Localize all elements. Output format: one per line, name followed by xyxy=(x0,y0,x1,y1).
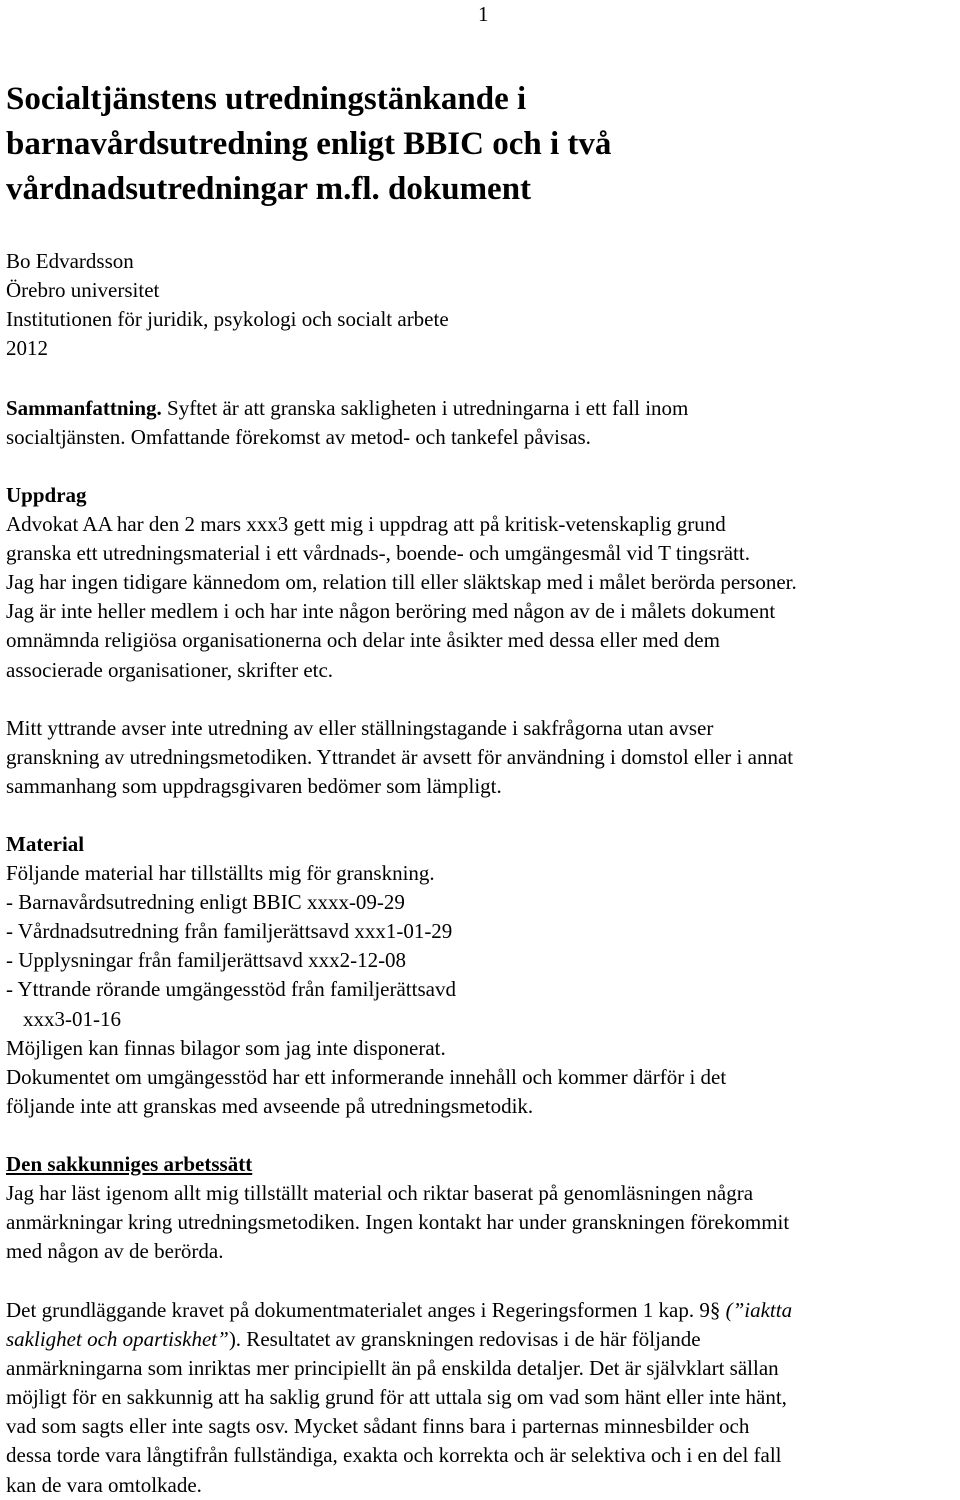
paragraph-line: omnämnda religiösa organisationerna och delar inte åsikter med dessa eller med dem xyxy=(6,628,720,653)
author-department: Institutionen för juridik, psykologi och socialt arbete xyxy=(6,307,449,332)
paragraph-line: Jag har läst igenom allt mig tillställt material och riktar baserat på genomläsningen några xyxy=(6,1181,754,1206)
arbetssatt-section xyxy=(6,1150,958,1266)
author-block xyxy=(6,247,958,363)
document-title xyxy=(6,77,611,212)
material-heading: Material xyxy=(6,832,85,856)
uppdrag-heading: Uppdrag xyxy=(6,483,87,507)
summary-line xyxy=(6,394,958,423)
material-item: - Upplysningar från familjerättsavd xxx2-12-08 xyxy=(6,948,407,973)
paragraph-line: kan de vara omtolkade. xyxy=(6,1472,202,1497)
paragraph-line: anmärkningar kring utredningsmetodiken. Ingen kontakt har under granskningen förekommit xyxy=(6,1210,790,1235)
material-item: - Barnavårdsutredning enligt BBIC xxxx-09-29 xyxy=(6,890,405,915)
paragraph-line xyxy=(6,1296,958,1325)
title-line: barnavårdsutredning enligt BBIC och i två xyxy=(6,126,612,162)
arbetssatt-heading: Den sakkunniges arbetssätt xyxy=(6,1152,253,1176)
paragraph-line: med någon av de berörda. xyxy=(6,1239,224,1264)
arbetssatt-paragraph-2 xyxy=(6,1296,958,1500)
paragraph-line: Advokat AA har den 2 mars xxx3 gett mig i uppdrag att på kritisk-vetenskaplig grund xyxy=(6,512,726,537)
summary-block xyxy=(6,394,958,452)
material-item-continuation: xxx3-01-16 xyxy=(23,1006,121,1031)
page-number: 1 xyxy=(478,2,489,26)
paragraph-line: möjligt för en sakkunnig att ha saklig grund för att uttala sig om vad som hänt eller inte hänt, xyxy=(6,1385,787,1410)
summary-text: Syftet är att granska sakligheten i utredningarna i ett fall inom xyxy=(161,396,689,420)
quote-text: (”iaktta xyxy=(725,1298,793,1322)
paragraph-line: följande inte att granskas med avseende på utredningsmetodik. xyxy=(6,1093,534,1118)
paragraph-line: anmärkningarna som inriktas mer principiellt än på enskilda detaljer. Det är självklart sällan xyxy=(6,1356,779,1381)
paragraph-line: sammanhang som uppdragsgivaren bedömer som lämpligt. xyxy=(6,774,502,799)
paragraph-line: granska ett utredningsmaterial i ett vårdnads-, boende- och umgängesmål vid T tingsrätt. xyxy=(6,541,750,566)
author-university: Örebro universitet xyxy=(6,278,160,303)
paragraph-text: ). Resultatet av granskningen redovisas i de här följande xyxy=(228,1327,701,1352)
material-item: - Yttrande rörande umgängesstöd från familjerättsavd xyxy=(6,977,456,1002)
paragraph-line: granskning av utredningsmetodiken. Yttrandet är avsett för användning i domstol eller i annat xyxy=(6,745,794,770)
material-intro: Följande material har tillställts mig för granskning. xyxy=(6,861,435,886)
title-line: Socialtjänstens utredningstänkande i xyxy=(6,81,527,117)
paragraph-line: dessa torde vara långtifrån fullständiga, exakta och korrekta och är selektiva och i en del fall xyxy=(6,1443,782,1468)
paragraph-line: Jag är inte heller medlem i och har inte någon beröring med någon av de i målets dokument xyxy=(6,599,776,624)
title-line: vårdnadsutredningar m.fl. dokument xyxy=(6,171,532,207)
author-name: Bo Edvardsson xyxy=(6,249,134,273)
paragraph-line: Dokumentet om umgängesstöd har ett informerande innehåll och kommer därför i det xyxy=(6,1064,727,1089)
uppdrag-paragraph-2 xyxy=(6,714,958,801)
quote-text: saklighet och opartiskhet” xyxy=(6,1327,229,1352)
paragraph-line: vad som sagts eller inte sagts osv. Mycket sådant finns bara i parternas minnesbilder och xyxy=(6,1414,750,1439)
paragraph-line: Mitt yttrande avser inte utredning av eller ställningstagande i sakfrågorna utan avser xyxy=(6,716,714,740)
paragraph-line xyxy=(6,1325,958,1354)
uppdrag-section xyxy=(6,481,958,685)
material-section xyxy=(6,830,958,1121)
author-year: 2012 xyxy=(6,336,48,361)
paragraph-line: Möjligen kan finnas bilagor som jag inte disponerat. xyxy=(6,1035,446,1060)
paragraph-text: Det grundläggande kravet på dokumentmaterialet anges i Regeringsformen 1 kap. 9§ xyxy=(6,1298,726,1322)
paragraph-line: Jag har ingen tidigare kännedom om, relation till eller släktskap med i målet berörda personer. xyxy=(6,570,797,595)
summary-label: Sammanfattning. xyxy=(6,396,162,420)
material-item: - Vårdnadsutredning från familjerättsavd xxx1-01-29 xyxy=(6,919,453,944)
paragraph-line: associerade organisationer, skrifter etc. xyxy=(6,657,334,682)
summary-line: socialtjänsten. Omfattande förekomst av metod- och tankefel påvisas. xyxy=(6,425,591,450)
